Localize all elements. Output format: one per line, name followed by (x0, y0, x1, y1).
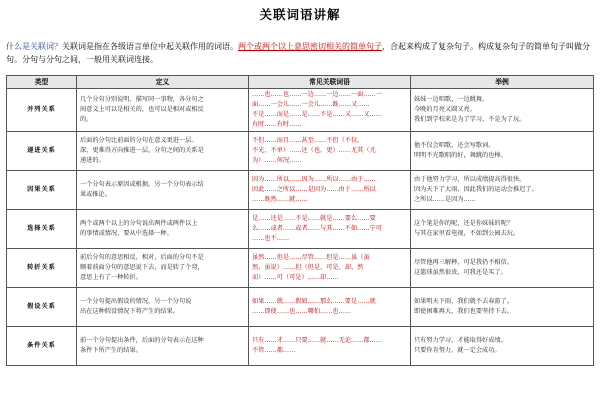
definition-line: 几个分句分别说明、描写同一事物，各分句之 (80, 96, 204, 103)
example-line: 妹妹一边唱歌，一边跳舞。 (414, 96, 489, 103)
conjunction-line: ……也……也……一边……一边……一面……一 (252, 91, 382, 98)
definition-line: 出在这种假设情况下将产生的结果。 (80, 308, 179, 315)
definition-line: 一个分句表示原因或根据，另一个分句表示结 (80, 181, 204, 188)
cell-conn (249, 327, 411, 366)
definition-line: 后面的分句比前面的分句在意义更进一层。 (80, 137, 198, 144)
header-examples: 举例 (411, 76, 594, 89)
cell-conn (249, 132, 411, 171)
cell-def (77, 327, 249, 366)
cell-ex (411, 132, 594, 171)
cell-ex (411, 327, 594, 366)
cell-def (77, 89, 249, 132)
example-line: 因为天下了大雨，因此我们的运动会推迟了。 (414, 186, 538, 193)
conjunction-line: 面……一会儿……一会儿……既……又…… (252, 101, 370, 108)
conjunction-line: 因此……之所以……是因为……由于……所以 (252, 186, 376, 193)
conjunction-line: 而）……可（可是）……却…… (252, 274, 339, 281)
definition-line: 果或推论。 (80, 191, 111, 198)
relation-type: 并列关系 (7, 89, 77, 132)
cell-def (77, 171, 249, 210)
relation-type: 选择关系 (7, 210, 77, 249)
intro-text-2: ，合起来构成了复杂句子。构成复杂句子的简单句子叫做分句。分句与分句之间，一般用关联词连接。 (6, 42, 590, 64)
cell-conn (249, 210, 411, 249)
definition-line: 两个或两个以上的分句说出两件或两件以上 (80, 220, 198, 227)
table-row (7, 210, 594, 249)
cell-ex (411, 171, 594, 210)
intro-paragraph (6, 41, 594, 66)
conjunction-line: 不是……而是……是……不是……又……又…… (252, 111, 382, 118)
example-line: 我们到学校来是为了学习，不是为了玩。 (414, 116, 526, 123)
relation-type: 条件关系 (7, 327, 77, 366)
table-header-row (7, 76, 594, 89)
conjunction-line: 不但……而且……甚至……不但（不仅、 (252, 137, 364, 144)
intro-text-1: 关联词是指在各级语言单位中起关联作用的词语。 (62, 42, 238, 51)
example-line: 由于他努力学习，所以成绩提高得很快。 (414, 176, 526, 183)
example-line: 这篮球虽然很贵，可我还是买了。 (414, 269, 507, 276)
definition-line: 一个分句提出假设的情况，另一个分句说 (80, 298, 192, 305)
example-line: 只有努力学习，才能取得好成绩。 (414, 337, 507, 344)
table-row (7, 249, 594, 288)
definition-line: 条件下所产生的结果。 (80, 347, 142, 354)
definition-line: 的事情或情况，要从中选择一种。 (80, 230, 173, 237)
conjunction-line: 因为……所以……因为……所以……由于…… (252, 176, 376, 183)
cell-conn (249, 171, 411, 210)
header-definition: 定义 (77, 76, 249, 89)
cell-ex (411, 210, 594, 249)
conjunction-line: 为）……何况…… (252, 157, 302, 164)
example-line: 这个笔是你的呢，还是你妹妹的呢？ (414, 220, 513, 227)
definition-line: 前后分句的意思相反、相对，后面的分句不是 (80, 254, 204, 261)
intro-label: 什么是关联词？ (6, 42, 62, 51)
table-row (7, 132, 594, 171)
example-line: 之所以……是因为…… (414, 196, 476, 203)
intro-highlight: 两个或两个以上意思密切相关的简单句子 (238, 42, 382, 51)
cell-def (77, 210, 249, 249)
conjunction-line: 有时……有时…… (252, 121, 302, 128)
header-conjunctions: 常见关联词语 (249, 76, 411, 89)
page-title: 关联词语讲解 (259, 7, 341, 22)
definition-line: 顺着前面分句的意思说下去，而是转了个弯， (80, 264, 204, 271)
definition-line: 意思上有了一种转折。 (80, 274, 142, 281)
table-row (7, 171, 594, 210)
relation-type: 递进关系 (7, 132, 77, 171)
conjunction-line: ……即使……也……哪怕……也…… (252, 308, 351, 315)
example-line: 如果明天下雨，我们就不去春游了。 (414, 298, 513, 305)
conjunction-line: ……也不…… (252, 235, 290, 242)
table-body (7, 89, 594, 366)
table-row (7, 89, 594, 132)
conjunction-line: 不管……都…… (252, 347, 296, 354)
conjunction-line: 不光、不单）……还（也、更）……尤其（尤 (252, 147, 376, 154)
cell-def (77, 288, 249, 327)
example-line: 他不仅会唱歌，还会写歌词。 (414, 142, 495, 149)
conjunction-table (6, 75, 594, 366)
table-row (7, 327, 594, 366)
cell-ex (411, 89, 594, 132)
conjunction-line: 只有……才……只要……就……无论……都…… (252, 337, 382, 344)
cell-conn (249, 249, 411, 288)
conjunction-line: 么……或者……或者……与其……不如……宁可 (252, 225, 382, 232)
example-line: 只要你肯努力，就一定会成功。 (414, 347, 501, 354)
cell-def (77, 132, 249, 171)
table-row (7, 288, 594, 327)
cell-conn (249, 288, 411, 327)
definition-line: 深，更难得方向推进一层，分句之间的关系是 (80, 147, 204, 154)
example-line: 今晚的月亮又圆又亮。 (414, 106, 476, 113)
example-line: 与其在家里看电视，不如到公园去玩。 (414, 230, 520, 237)
relation-type: 因果关系 (7, 171, 77, 210)
conjunction-line: 然、虽说）……但（但是、可是、却、然 (252, 264, 364, 271)
cell-ex (411, 249, 594, 288)
conjunction-line: ……既然……就…… (252, 196, 308, 203)
definition-line: 前一个分句提出条件，后面的分句表示在这种 (80, 337, 204, 344)
relation-type: 转折关系 (7, 249, 77, 288)
cell-conn (249, 89, 411, 132)
definition-line: 的。 (80, 116, 93, 123)
conjunction-line: 是……还是……不是……就是……要么……要 (252, 215, 376, 222)
example-line: 明明不光歌唱的好，舞跳的也棒。 (414, 152, 507, 159)
definition-line: 间意义上可以是相关的，也可以是相对或相反 (80, 106, 204, 113)
conjunction-line: 如果……就……假如……那么……要是……就 (252, 298, 376, 305)
cell-ex (411, 288, 594, 327)
header-type: 类型 (7, 76, 77, 89)
relation-type: 假设关系 (7, 288, 77, 327)
cell-def (77, 249, 249, 288)
example-line: 尽管他再三解释，可是我仍不相信。 (414, 259, 513, 266)
definition-line: 递进的。 (80, 157, 105, 164)
example-line: 即使困难再大，我们也要坚持下去。 (414, 308, 513, 315)
conjunction-line: 虽然……但是……尽管……但是……虽（虽 (252, 254, 370, 261)
